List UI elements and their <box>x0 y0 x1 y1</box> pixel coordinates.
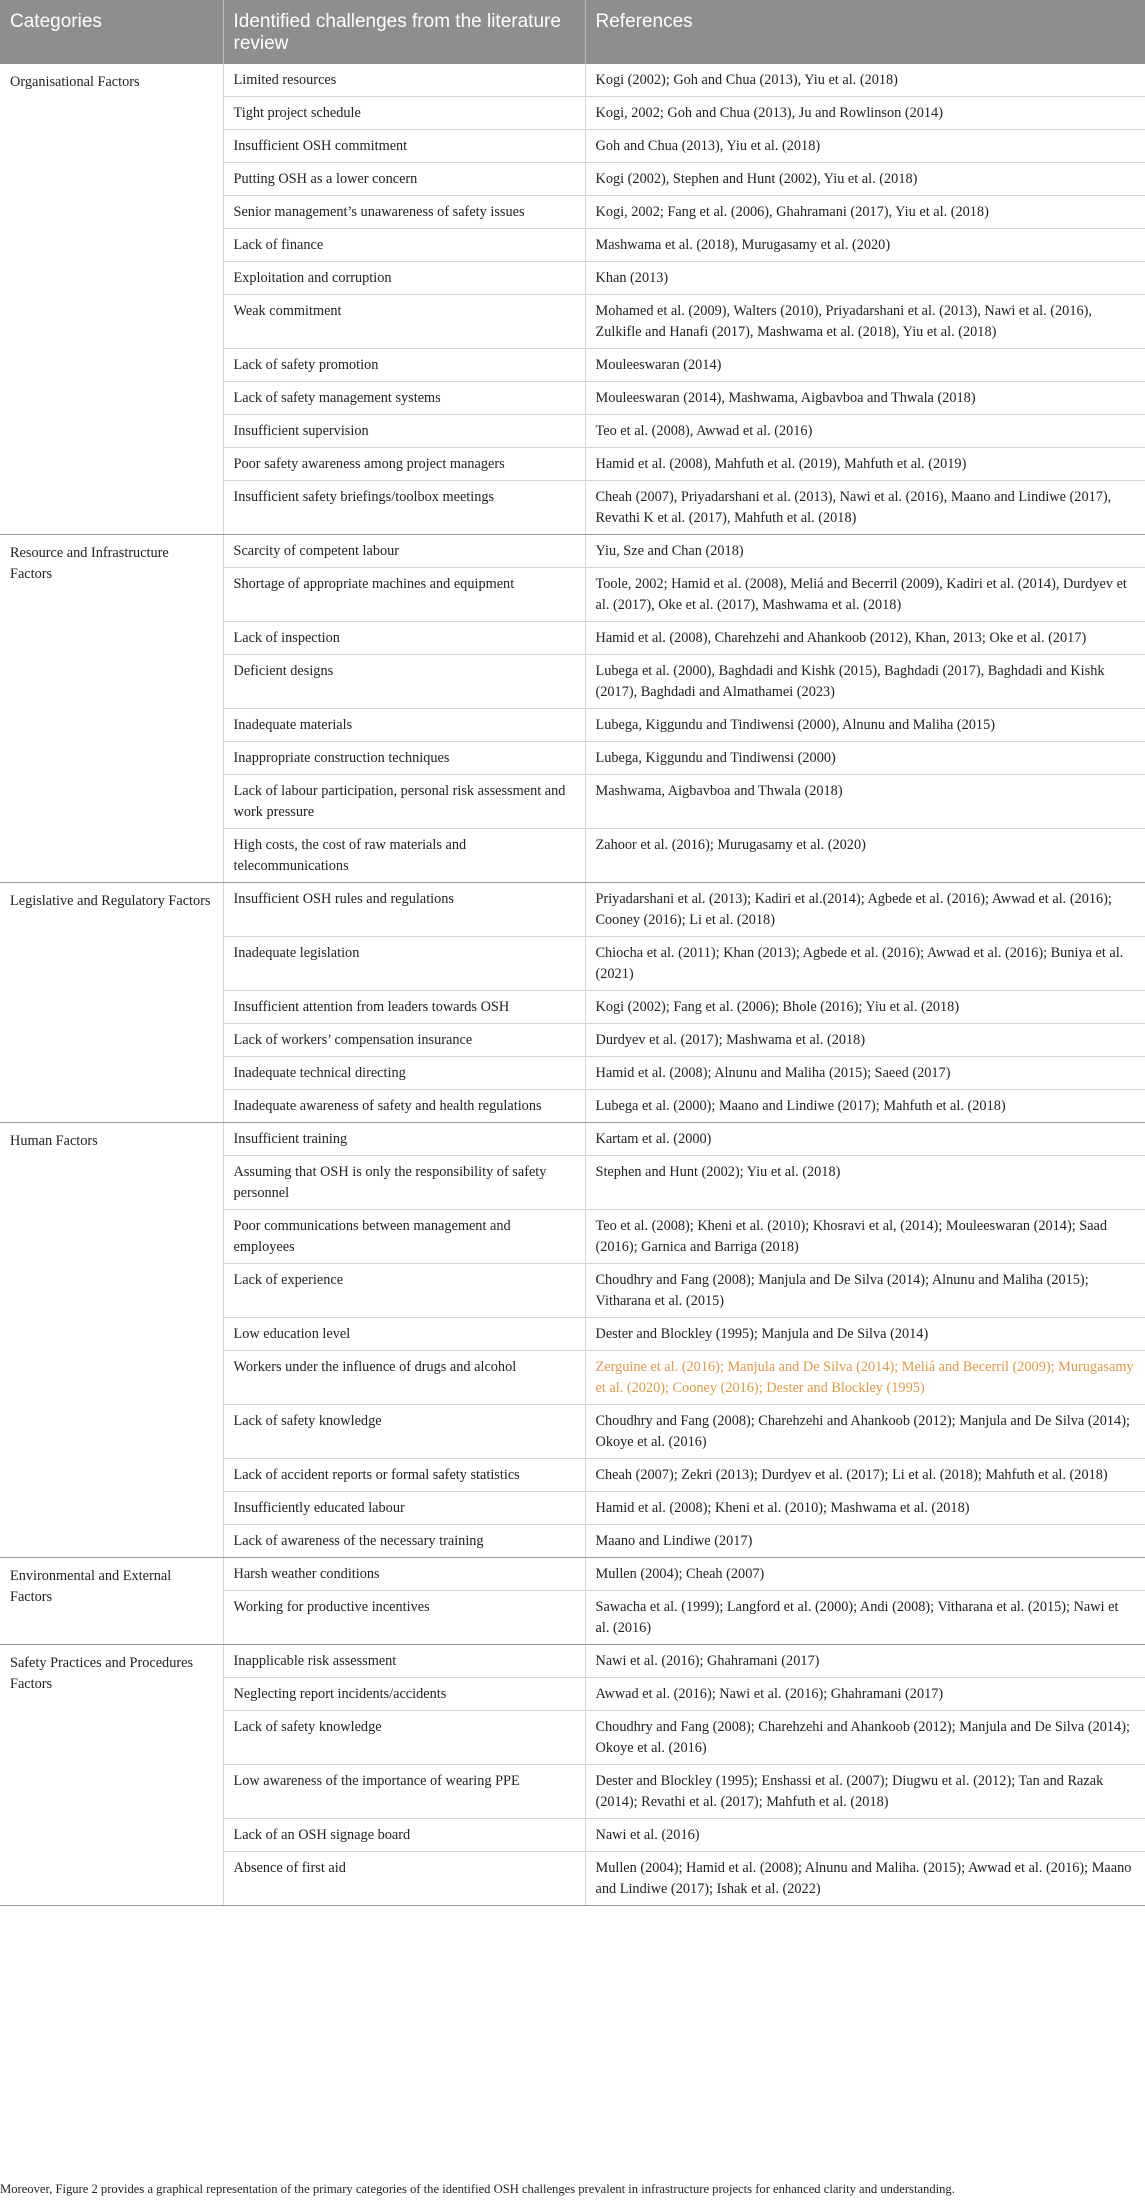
references-cell: Khan (2013) <box>585 262 1145 295</box>
challenge-cell: Deficient designs <box>223 655 585 709</box>
table-row <box>0 64 1145 97</box>
references-cell: Choudhry and Fang (2008); Manjula and De Silva (2014); Alnunu and Maliha (2015); Vitharana et al. (2015) <box>585 1264 1145 1318</box>
header-challenges: Identified challenges from the literature review <box>223 0 585 64</box>
references-cell: Stephen and Hunt (2002); Yiu et al. (2018) <box>585 1156 1145 1210</box>
challenge-cell: Low awareness of the importance of wearing PPE <box>223 1765 585 1819</box>
category-cell: Safety Practices and Procedures Factors <box>0 1645 223 1906</box>
challenge-cell: Tight project schedule <box>223 97 585 130</box>
challenge-cell: Weak commitment <box>223 295 585 349</box>
challenge-cell: Limited resources <box>223 64 585 97</box>
table-row <box>0 535 1145 568</box>
references-cell: Kartam et al. (2000) <box>585 1123 1145 1156</box>
references-cell: Mouleeswaran (2014) <box>585 349 1145 382</box>
challenge-cell: Neglecting report incidents/accidents <box>223 1678 585 1711</box>
challenge-cell: Inadequate technical directing <box>223 1057 585 1090</box>
challenge-cell: Lack of labour participation, personal risk assessment and work pressure <box>223 775 585 829</box>
challenge-cell: Lack of safety management systems <box>223 382 585 415</box>
challenge-cell: Insufficient supervision <box>223 415 585 448</box>
references-cell: Dester and Blockley (1995); Enshassi et al. (2007); Diugwu et al. (2012); Tan and Razak (2014); Revathi et al. (2017); Mahfuth et al. (2018) <box>585 1765 1145 1819</box>
challenge-cell: Poor communications between management and employees <box>223 1210 585 1264</box>
references-cell: Hamid et al. (2008); Kheni et al. (2010); Mashwama et al. (2018) <box>585 1492 1145 1525</box>
footer-note: Moreover, Figure 2 provides a graphical representation of the primary categories of the identified OSH challenges prevalent in infrastructure projects for enhanced clarity and understanding. <box>0 2182 955 2196</box>
challenge-cell: Lack of workers’ compensation insurance <box>223 1024 585 1057</box>
references-cell: Mohamed et al. (2009), Walters (2010), Priyadarshani et al. (2013), Nawi et al. (2016), Zulkifle and Hanafi (2017), Mashwama et al. (2018), Yiu et al. (2018) <box>585 295 1145 349</box>
table-row <box>0 1645 1145 1678</box>
header-row <box>0 0 1145 64</box>
table-row <box>0 1123 1145 1156</box>
challenge-cell: Shortage of appropriate machines and equipment <box>223 568 585 622</box>
references-cell: Hamid et al. (2008), Mahfuth et al. (2019), Mahfuth et al. (2019) <box>585 448 1145 481</box>
references-cell: Cheah (2007), Priyadarshani et al. (2013), Nawi et al. (2016), Maano and Lindiwe (2017), Revathi K et al. (2017), Mahfuth et al. (2018) <box>585 481 1145 535</box>
category-cell: Organisational Factors <box>0 64 223 535</box>
challenge-cell: Lack of accident reports or formal safety statistics <box>223 1459 585 1492</box>
challenge-cell: Inadequate awareness of safety and health regulations <box>223 1090 585 1123</box>
challenge-cell: Lack of experience <box>223 1264 585 1318</box>
references-cell: Kogi (2002), Stephen and Hunt (2002), Yiu et al. (2018) <box>585 163 1145 196</box>
challenge-cell: Inadequate materials <box>223 709 585 742</box>
references-cell: Lubega et al. (2000), Baghdadi and Kishk (2015), Baghdadi (2017), Baghdadi and Kishk (2017), Baghdadi and Almathamei (2023) <box>585 655 1145 709</box>
challenge-cell: Insufficient OSH commitment <box>223 130 585 163</box>
references-cell: Kogi, 2002; Goh and Chua (2013), Ju and Rowlinson (2014) <box>585 97 1145 130</box>
references-cell: Hamid et al. (2008), Charehzehi and Ahankoob (2012), Khan, 2013; Oke et al. (2017) <box>585 622 1145 655</box>
references-cell: Toole, 2002; Hamid et al. (2008), Meliá and Becerril (2009), Kadiri et al. (2014), Durdyev et al. (2017), Oke et al. (2017), Mashwama et al. (2018) <box>585 568 1145 622</box>
references-cell: Awwad et al. (2016); Nawi et al. (2016); Ghahramani (2017) <box>585 1678 1145 1711</box>
references-cell: Mullen (2004); Cheah (2007) <box>585 1558 1145 1591</box>
references-cell: Mashwama et al. (2018), Murugasamy et al. (2020) <box>585 229 1145 262</box>
category-cell: Resource and Infrastructure Factors <box>0 535 223 883</box>
references-cell: Choudhry and Fang (2008); Charehzehi and Ahankoob (2012); Manjula and De Silva (2014); Okoye et al. (2016) <box>585 1405 1145 1459</box>
references-cell: Priyadarshani et al. (2013); Kadiri et al.(2014); Agbede et al. (2016); Awwad et al. (2016); Cooney (2016); Li et al. (2018) <box>585 883 1145 937</box>
challenge-cell: Lack of safety knowledge <box>223 1711 585 1765</box>
table-body <box>0 64 1145 1906</box>
challenge-cell: Lack of inspection <box>223 622 585 655</box>
references-cell: Zahoor et al. (2016); Murugasamy et al. (2020) <box>585 829 1145 883</box>
challenge-cell: Insufficient attention from leaders towards OSH <box>223 991 585 1024</box>
challenge-cell: Inapplicable risk assessment <box>223 1645 585 1678</box>
challenge-cell: Insufficient OSH rules and regulations <box>223 883 585 937</box>
challenge-cell: Low education level <box>223 1318 585 1351</box>
challenge-cell: Absence of first aid <box>223 1852 585 1906</box>
references-cell: Dester and Blockley (1995); Manjula and De Silva (2014) <box>585 1318 1145 1351</box>
references-cell: Maano and Lindiwe (2017) <box>585 1525 1145 1558</box>
challenge-cell: Inappropriate construction techniques <box>223 742 585 775</box>
references-cell: Lubega, Kiggundu and Tindiwensi (2000), Alnunu and Maliha (2015) <box>585 709 1145 742</box>
challenge-cell: Lack of awareness of the necessary training <box>223 1525 585 1558</box>
references-cell: Lubega et al. (2000); Maano and Lindiwe (2017); Mahfuth et al. (2018) <box>585 1090 1145 1123</box>
references-cell: Kogi (2002); Goh and Chua (2013), Yiu et al. (2018) <box>585 64 1145 97</box>
references-cell: Lubega, Kiggundu and Tindiwensi (2000) <box>585 742 1145 775</box>
references-cell: Kogi, 2002; Fang et al. (2006), Ghahramani (2017), Yiu et al. (2018) <box>585 196 1145 229</box>
challenge-cell: Scarcity of competent labour <box>223 535 585 568</box>
references-cell: Cheah (2007); Zekri (2013); Durdyev et al. (2017); Li et al. (2018); Mahfuth et al. (2018) <box>585 1459 1145 1492</box>
challenge-cell: Lack of safety knowledge <box>223 1405 585 1459</box>
challenge-cell: Lack of safety promotion <box>223 349 585 382</box>
challenge-cell: Inadequate legislation <box>223 937 585 991</box>
references-cell: Sawacha et al. (1999); Langford et al. (2000); Andi (2008); Vitharana et al. (2015); Nawi et al. (2016) <box>585 1591 1145 1645</box>
references-cell: Durdyev et al. (2017); Mashwama et al. (2018) <box>585 1024 1145 1057</box>
table-row <box>0 1558 1145 1591</box>
challenge-cell: Putting OSH as a lower concern <box>223 163 585 196</box>
references-cell: Kogi (2002); Fang et al. (2006); Bhole (2016); Yiu et al. (2018) <box>585 991 1145 1024</box>
challenge-cell: Working for productive incentives <box>223 1591 585 1645</box>
table-row <box>0 883 1145 937</box>
references-cell: Teo et al. (2008); Kheni et al. (2010); Khosravi et al, (2014); Mouleeswaran (2014); Saad (2016); Garnica and Barriga (2018) <box>585 1210 1145 1264</box>
challenge-cell: Insufficient training <box>223 1123 585 1156</box>
references-cell: Zerguine et al. (2016); Manjula and De Silva (2014); Meliá and Becerril (2009); Murugasamy et al. (2020); Cooney (2016); Dester and Blockley (1995) <box>585 1351 1145 1405</box>
category-cell: Human Factors <box>0 1123 223 1558</box>
references-cell: Mullen (2004); Hamid et al. (2008); Alnunu and Maliha. (2015); Awwad et al. (2016); Maano and Lindiwe (2017); Ishak et al. (2022) <box>585 1852 1145 1906</box>
challenge-cell: Insufficiently educated labour <box>223 1492 585 1525</box>
category-cell: Environmental and External Factors <box>0 1558 223 1645</box>
challenge-cell: Senior management’s unawareness of safety issues <box>223 196 585 229</box>
challenge-cell: High costs, the cost of raw materials and telecommunications <box>223 829 585 883</box>
references-cell: Teo et al. (2008), Awwad et al. (2016) <box>585 415 1145 448</box>
category-cell: Legislative and Regulatory Factors <box>0 883 223 1123</box>
references-cell: Nawi et al. (2016); Ghahramani (2017) <box>585 1645 1145 1678</box>
references-cell: Mashwama, Aigbavboa and Thwala (2018) <box>585 775 1145 829</box>
references-cell: Yiu, Sze and Chan (2018) <box>585 535 1145 568</box>
references-cell: Mouleeswaran (2014), Mashwama, Aigbavboa and Thwala (2018) <box>585 382 1145 415</box>
header-references: References <box>585 0 1145 64</box>
references-cell: Nawi et al. (2016) <box>585 1819 1145 1852</box>
challenge-cell: Lack of an OSH signage board <box>223 1819 585 1852</box>
references-cell: Goh and Chua (2013), Yiu et al. (2018) <box>585 130 1145 163</box>
references-cell: Choudhry and Fang (2008); Charehzehi and Ahankoob (2012); Manjula and De Silva (2014); Okoye et al. (2016) <box>585 1711 1145 1765</box>
challenge-cell: Workers under the influence of drugs and alcohol <box>223 1351 585 1405</box>
header-categories: Categories <box>0 0 223 64</box>
challenge-cell: Exploitation and corruption <box>223 262 585 295</box>
challenge-cell: Harsh weather conditions <box>223 1558 585 1591</box>
challenge-cell: Lack of finance <box>223 229 585 262</box>
challenge-cell: Poor safety awareness among project managers <box>223 448 585 481</box>
challenge-cell: Insufficient safety briefings/toolbox meetings <box>223 481 585 535</box>
challenge-cell: Assuming that OSH is only the responsibility of safety personnel <box>223 1156 585 1210</box>
references-cell: Chiocha et al. (2011); Khan (2013); Agbede et al. (2016); Awwad et al. (2016); Buniya et al. (2021) <box>585 937 1145 991</box>
table-header <box>0 0 1145 64</box>
references-cell: Hamid et al. (2008); Alnunu and Maliha (2015); Saeed (2017) <box>585 1057 1145 1090</box>
